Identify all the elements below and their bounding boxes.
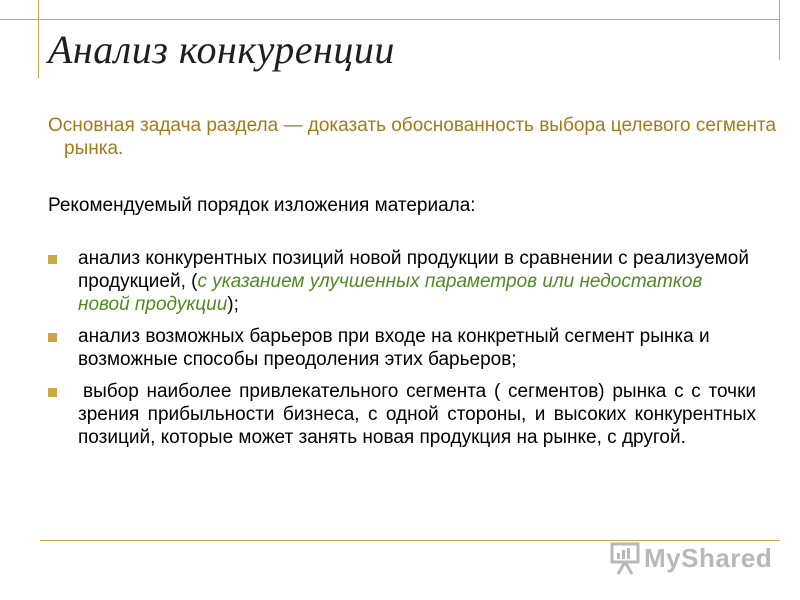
watermark-logo (610, 540, 772, 576)
watermark-text: MyShared (644, 542, 773, 573)
right-rule (779, 0, 780, 60)
bullet-list (48, 247, 756, 458)
bullet-item-competitive-positions (48, 247, 756, 316)
bullet-item-barriers (48, 325, 756, 371)
bullet-text-end: ); (227, 294, 239, 315)
intro-text: Рекомендуемый порядок изложения материала: (48, 195, 476, 216)
task-statement: Основная задача раздела — доказать обоснованность выбора целевого сегмента рынка. (48, 115, 777, 159)
left-rule (38, 0, 39, 78)
bullet-text: анализ возможных барьеров при входе на конкретный сегмент рынка и возможные способы преодоления этих барьеров; (78, 326, 710, 370)
presentation-board-icon (610, 540, 640, 576)
slide-title: Анализ конкуренции (48, 27, 395, 72)
bullet-marker (48, 333, 57, 342)
bullet-item-segment-choice (48, 380, 756, 449)
bullet-highlight: с указанием улучшенных параметров или недостатков новой продукции (78, 271, 703, 315)
bullet-text-start: анализ конкурентных позиций новой продукции в сравнении с реализуемой продукцией, ( (78, 248, 749, 292)
bullet-marker (48, 255, 57, 264)
bullet-marker (48, 388, 57, 397)
bullet-text: выбор наиболее привлекательного сегмента ( сегментов) рынка с с точки зрения прибыльности бизнеса, с одной стороны, и высоких конкурентных позиций, которые может занять новая продукция на рынке, с другой. (78, 381, 756, 448)
top-rule (0, 19, 780, 20)
